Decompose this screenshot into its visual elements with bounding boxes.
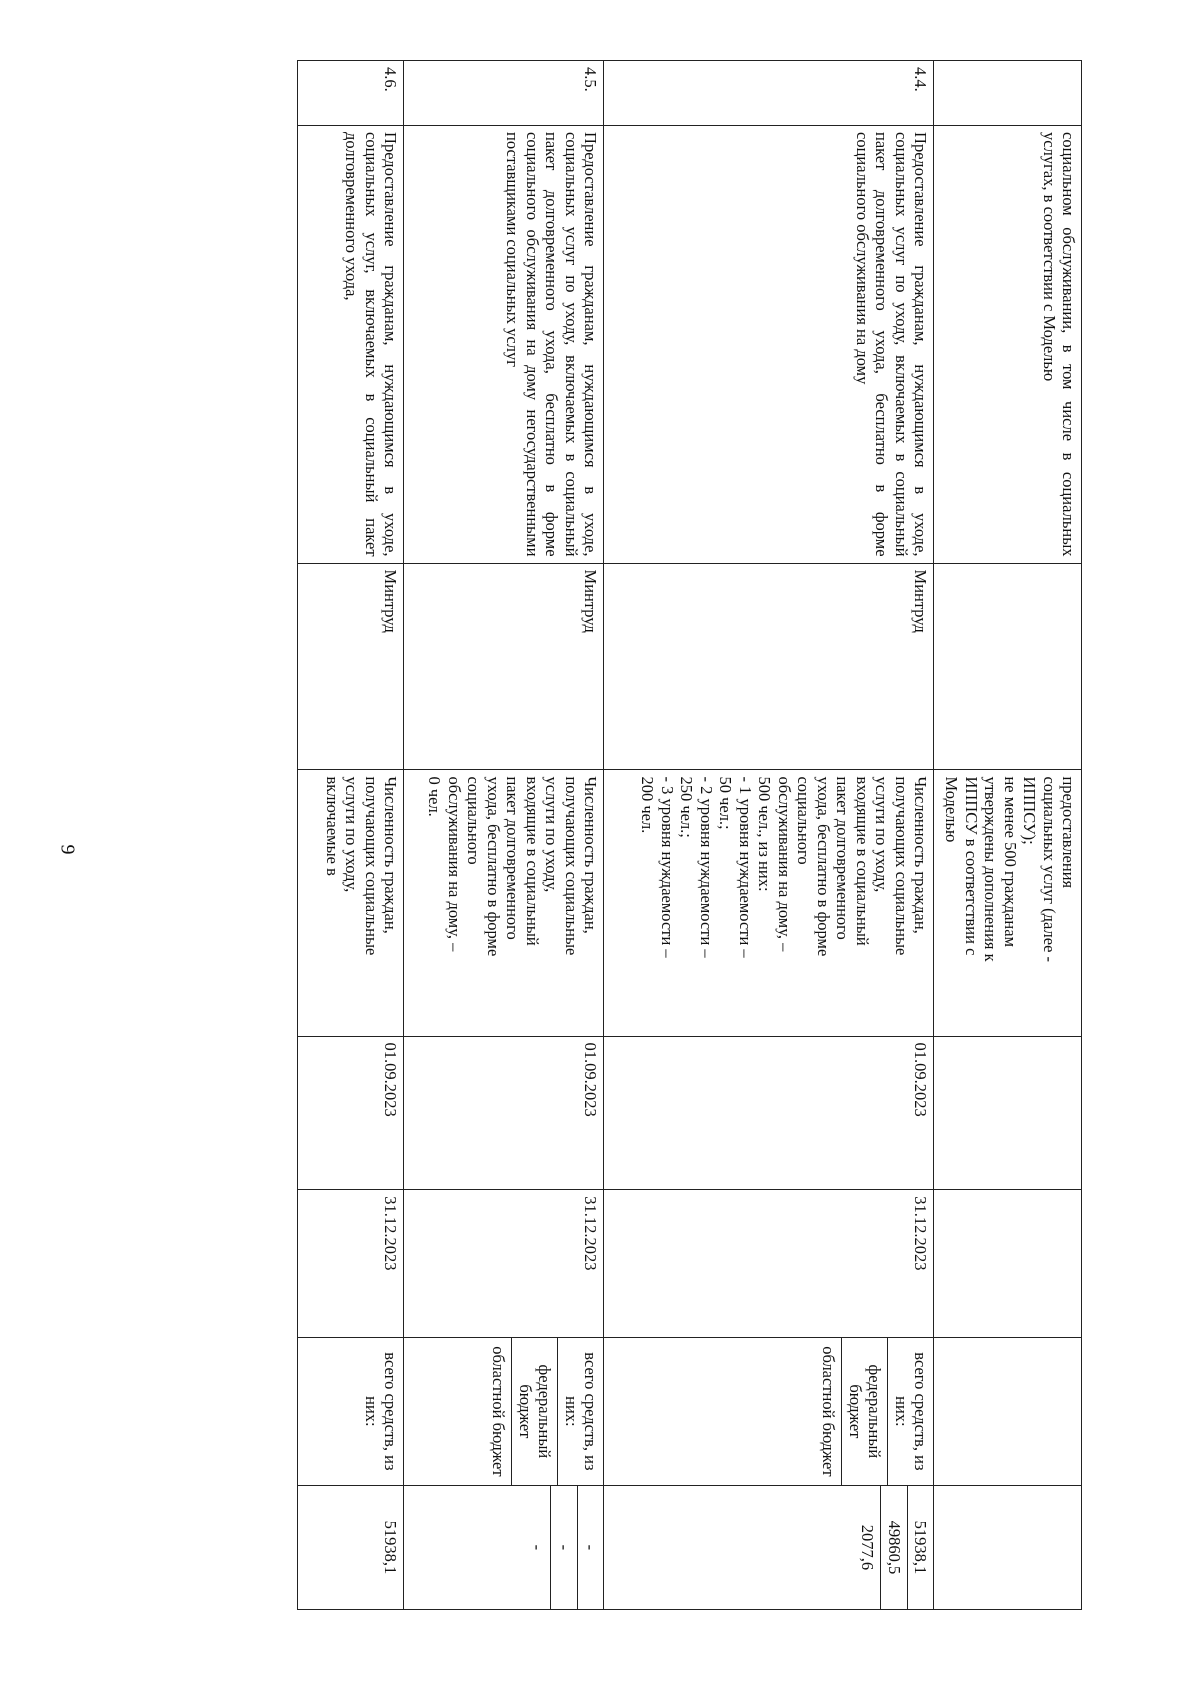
- result-line: 250 чел.;: [677, 776, 697, 838]
- measure-name: Предоставление гражданам, нуждающимся в уходе, социальных услуг, включаемых в социальный пакет долговременного ухода,: [298, 126, 404, 564]
- result-line: услуги по уходу,: [542, 776, 562, 893]
- funding-source-item: всего средств, из них:: [888, 1338, 933, 1485]
- result-line: Численность граждан,: [911, 776, 930, 934]
- end-date: 31.12.2023: [298, 1190, 404, 1338]
- funding-amount: [298, 1485, 404, 1609]
- result-line: - 2 уровня нуждаемости –: [696, 776, 716, 958]
- row-number: [934, 61, 1082, 126]
- start-date: 01.09.2023: [298, 1036, 404, 1190]
- expected-result: [934, 770, 1082, 1036]
- page-number: 9: [56, 844, 79, 855]
- start-date: 01.09.2023: [604, 1036, 934, 1190]
- funding-source-item: областной бюджет: [489, 1346, 509, 1477]
- result-line: получающих социальные: [891, 776, 911, 956]
- result-line: Численность граждан,: [581, 776, 600, 934]
- result-line: обслуживания на дому, –: [444, 776, 464, 952]
- funding-amount: [404, 1485, 604, 1609]
- funding-source-item: федеральный бюджет: [842, 1338, 888, 1485]
- result-line: ухода, бесплатно в форме: [813, 776, 833, 957]
- result-line: пакет долговременного: [503, 776, 523, 940]
- table-body: [298, 61, 1082, 1610]
- result-line: - 1 уровня нуждаемости –: [735, 776, 755, 958]
- funding-source: [604, 1338, 934, 1486]
- funding-amount-item: 51938,1: [381, 1520, 400, 1575]
- funding-amount-item: -: [577, 1486, 603, 1609]
- row-number: 4.6.: [298, 61, 404, 126]
- expected-result: [298, 770, 404, 1036]
- measure-name: Предоставление гражданам, нуждающимся в уходе, социальных услуг по уходу, включаемых в социальный пакет долговременного ухода, бесплатно в форме социального обслуживания на дому негосударственными поставщиками социальных услуг: [404, 126, 604, 564]
- result-line: 50 чел.;: [716, 776, 736, 830]
- table-row: [934, 61, 1082, 1610]
- result-line: предоставления: [1059, 776, 1078, 889]
- result-line: получающих социальные: [561, 776, 581, 956]
- result-line: Моделью: [942, 776, 962, 843]
- funding-source-item: областной бюджет: [819, 1346, 839, 1477]
- funding-amount-item: 49860,5: [881, 1486, 907, 1609]
- result-line: входящие в социальный: [852, 776, 872, 946]
- result-line: входящие в социальный: [522, 776, 542, 946]
- result-line: получающих социальные: [361, 776, 381, 956]
- start-date: [934, 1036, 1082, 1190]
- funding-amount-item: -: [551, 1486, 577, 1609]
- funding-amount: [604, 1485, 934, 1609]
- funding-source: [298, 1338, 404, 1486]
- funding-amount: [934, 1485, 1082, 1609]
- start-date: 01.09.2023: [404, 1036, 604, 1190]
- result-line: Численность граждан,: [381, 776, 400, 934]
- result-line: обслуживания на дому, –: [774, 776, 794, 952]
- result-line: услуги по уходу,: [872, 776, 892, 893]
- funding-amount-item: 2077,6: [858, 1524, 878, 1571]
- result-line: услуги по уходу,: [342, 776, 362, 893]
- result-line: ухода, бесплатно в форме: [483, 776, 503, 957]
- result-line: ИППСУ в соответствии с: [961, 776, 981, 956]
- table-row: [604, 61, 934, 1610]
- executor: Минтруд: [604, 563, 934, 770]
- measure-name: Предоставление гражданам, нуждающимся в уходе, социальных услуг по уходу, включаемых в социальный пакет долговременного ухода, бесплатно в форме социального обслуживания на дому: [604, 126, 934, 564]
- executor: Минтруд: [298, 563, 404, 770]
- result-line: 200 чел.: [638, 776, 658, 834]
- funding-source: [934, 1338, 1082, 1486]
- rotated-page: [152, 60, 1082, 1610]
- funding-source: [404, 1338, 604, 1486]
- funding-amount-item: 51938,1: [907, 1486, 933, 1609]
- end-date: [934, 1190, 1082, 1338]
- end-date: 31.12.2023: [604, 1190, 934, 1338]
- end-date: 31.12.2023: [404, 1190, 604, 1338]
- result-line: - 3 уровня нуждаемости –: [657, 776, 677, 958]
- funding-amount-item: -: [528, 1544, 548, 1551]
- result-line: пакет долговременного: [833, 776, 853, 940]
- result-line: социальных услуг (далее -: [1039, 776, 1059, 963]
- table-row: [298, 61, 404, 1610]
- result-line: не менее 500 гражданам: [1000, 776, 1020, 948]
- result-line: 0 чел.: [425, 776, 445, 817]
- funding-source-item: федеральный бюджет: [512, 1338, 558, 1485]
- measure-name: социальном обслуживании, в том числе в социальных услугах, в соответствии с Моделью: [934, 126, 1082, 564]
- result-line: утверждены дополнения к: [981, 776, 1001, 962]
- funding-source-item: всего средств, из них:: [558, 1338, 603, 1485]
- plan-table: [297, 60, 1082, 1610]
- funding-source-item: всего средств, из них:: [361, 1352, 400, 1471]
- row-number: 4.4.: [604, 61, 934, 126]
- result-line: включаемые в: [322, 776, 342, 876]
- expected-result: [604, 770, 934, 1036]
- row-number: 4.5.: [404, 61, 604, 126]
- table-row: [404, 61, 604, 1610]
- executor: Минтруд: [404, 563, 604, 770]
- result-line: 500 чел., из них:: [755, 776, 775, 892]
- result-line: социального: [794, 776, 814, 865]
- result-line: ИППСУ);: [1020, 776, 1040, 845]
- executor: [934, 563, 1082, 770]
- result-line: социального: [464, 776, 484, 865]
- expected-result: [404, 770, 604, 1036]
